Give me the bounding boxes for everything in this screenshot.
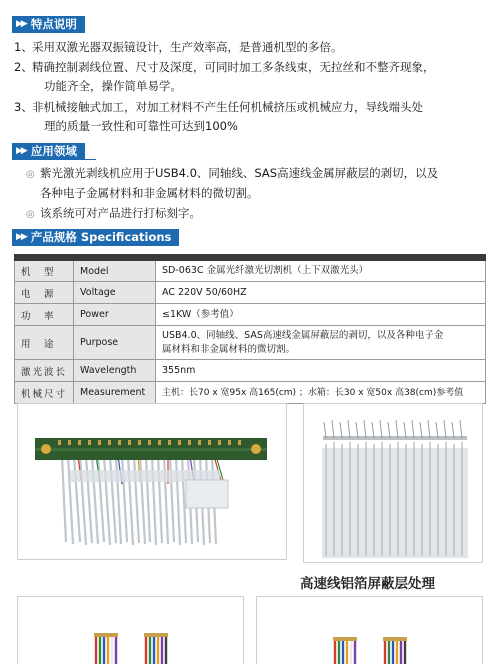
colored-wires-image <box>18 597 244 664</box>
double-arrow-icon: ▶▶ <box>16 232 26 242</box>
applications-heading: ▶▶ 应用领域 <box>12 143 85 160</box>
table-row: 电 源 Voltage AC 220V 50/60HZ <box>15 282 486 304</box>
pcb-with-cables-image <box>18 404 287 560</box>
double-arrow-icon: ▶▶ <box>16 19 26 29</box>
feature-item-3: 3、非机械接触式加工，对加工材料不产生任何机械挤压或机械应力，导线端头处 理的质量一致性和可靠性可达到100% <box>14 100 423 133</box>
features-heading: ▶▶ 特点说明 <box>12 16 85 33</box>
application-item-2: ◎ 该系统可对产品进行打标刻字。 <box>26 204 490 224</box>
colored-wires-image <box>257 597 483 664</box>
photo-caption: 高速线铝箔屏蔽层处理 <box>300 576 435 592</box>
divider <box>12 245 172 246</box>
feature-item-2: 2、精确控制剥线位置、尺寸及深度，可同时加工多条线束，无拉丝和不整齐现象， 功能齐全，操作简单易学。 <box>14 60 435 93</box>
circle-bullet-icon: ◎ <box>26 209 35 220</box>
circle-bullet-icon: ◎ <box>26 169 35 180</box>
pcb-cable-photo <box>17 403 287 560</box>
table-row: 机械尺寸 Measurement 主机：长70 x 宽95x 高165(cm) ；水箱：长30 x 宽50x 高38(cm)参考值 <box>15 382 486 404</box>
table-row: 激光波长 Wavelength 355nm <box>15 360 486 382</box>
spec-table <box>14 254 486 404</box>
divider <box>12 32 82 33</box>
foil-shield-cables-image <box>304 404 483 563</box>
application-item-1: ◎ 紫光激光剥线机应用于USB4.0、同轴线、SAS高速线金属屏蔽层的剥切，以及 各种电子金属材料和非金属材料的微切割。 <box>26 166 439 200</box>
divider <box>12 159 96 160</box>
foil-cables-photo <box>303 403 483 563</box>
cable-ends-photo-left <box>17 596 244 664</box>
cable-ends-photo-right <box>256 596 483 664</box>
table-row: 用 途 Purpose USB4.0、同轴线、SAS高速线金属屏蔽层的剥切，以及各种电子金属材料和非金属材料的微切割。 <box>15 326 486 360</box>
table-row: 机 型 Model SD-063C 金属光纤激光切割机（上下双激光头） <box>15 261 486 282</box>
table-row: 功 率 Power ≤1KW（参考值） <box>15 304 486 326</box>
specs-heading: ▶▶ 产品规格 Specifications <box>12 229 179 246</box>
feature-item-1: 1、采用双激光器双振镜设计，生产效率高，是普通机型的多倍。 <box>14 40 343 54</box>
double-arrow-icon: ▶▶ <box>16 146 26 156</box>
